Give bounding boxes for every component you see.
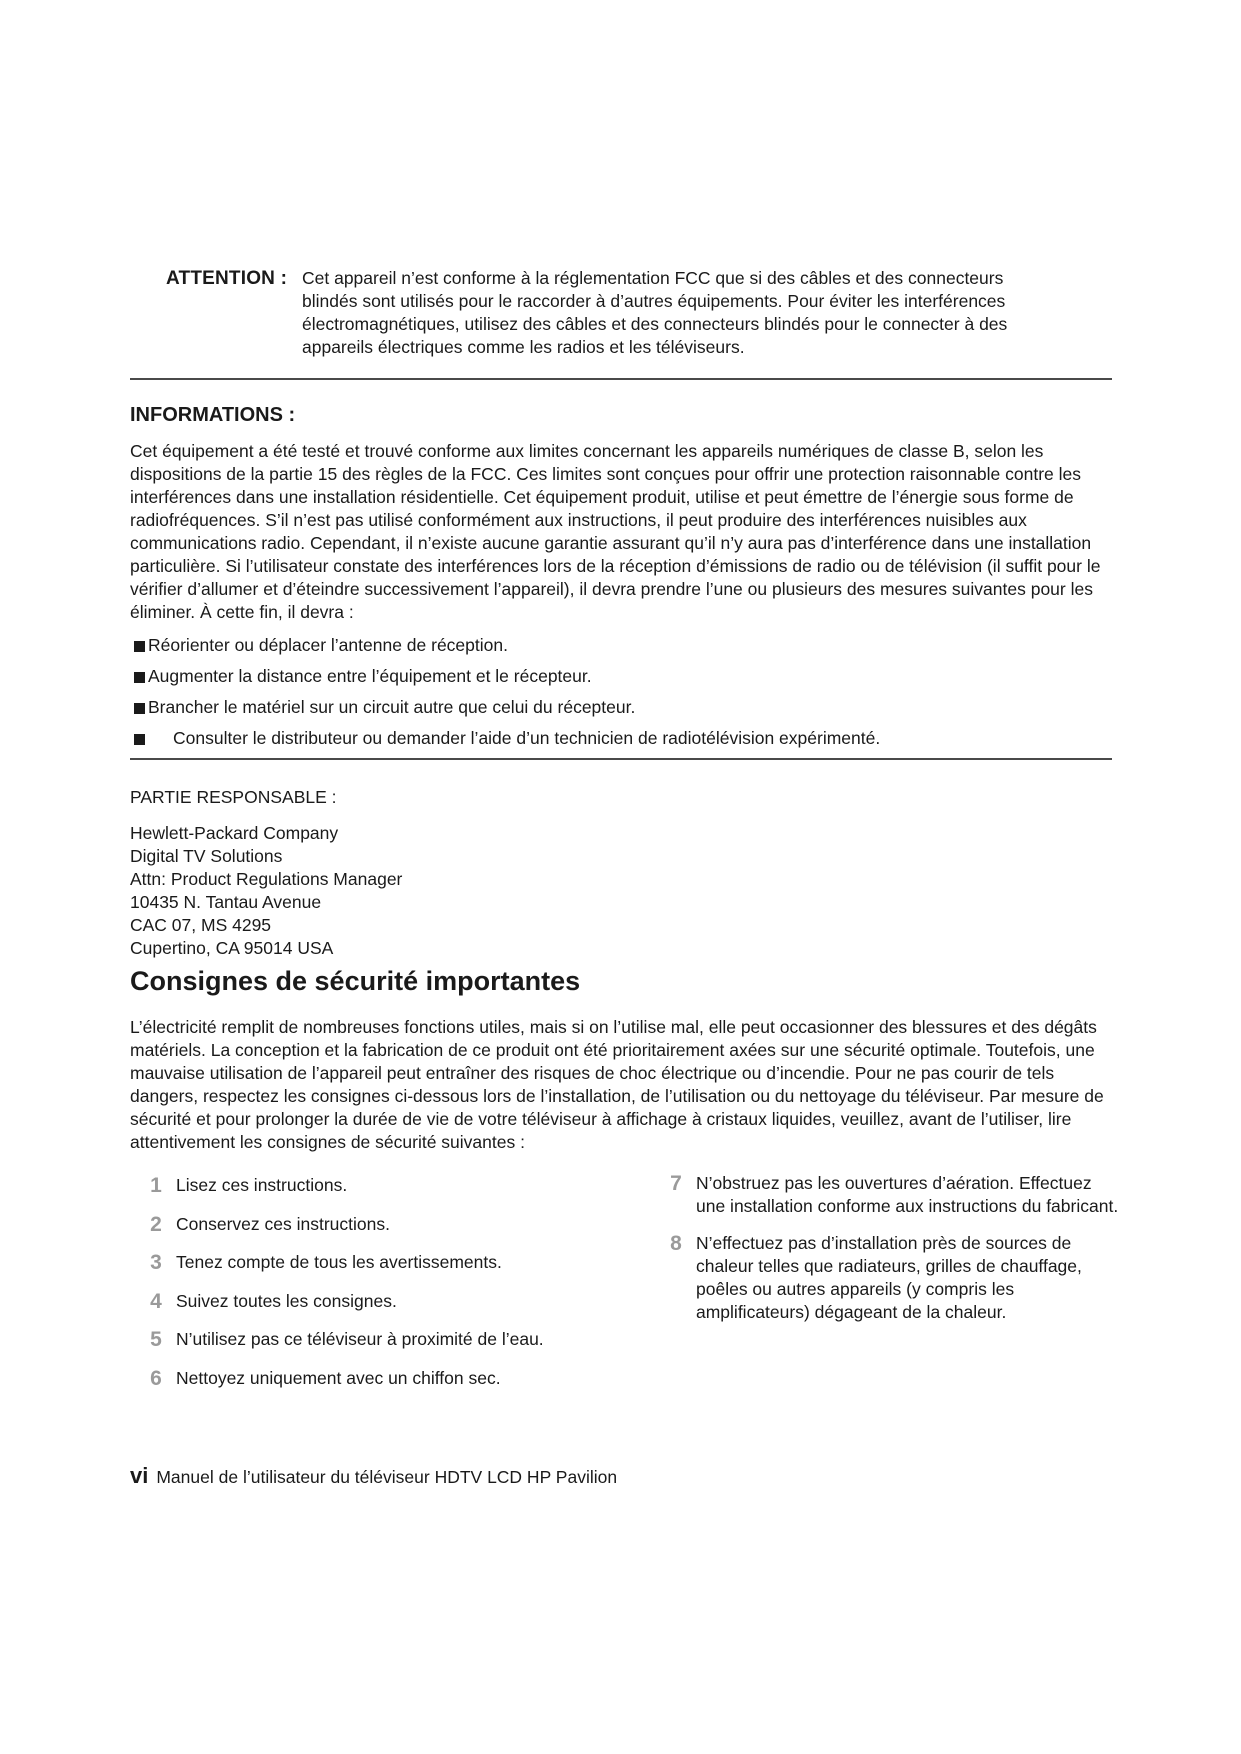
item-number: 1	[150, 1174, 162, 1197]
divider	[130, 758, 1112, 760]
item-text: Suivez toutes les consignes.	[176, 1290, 397, 1311]
page-number: vi	[130, 1463, 149, 1488]
item-number: 8	[670, 1232, 682, 1255]
attention-label: ATTENTION :	[166, 268, 288, 289]
item-number: 6	[150, 1366, 162, 1390]
item-text: Nettoyez uniquement avec un chiffon sec.	[176, 1367, 501, 1388]
list-item	[134, 696, 1114, 727]
address-line: Digital TV Solutions	[130, 846, 283, 866]
numbered-item	[145, 1213, 615, 1252]
safety-list-left	[145, 1174, 615, 1405]
responsible-party-title: PARTIE RESPONSABLE :	[130, 787, 337, 807]
item-number: 5	[150, 1328, 162, 1351]
divider	[130, 378, 1112, 380]
square-bullet-icon	[134, 734, 145, 745]
numbered-item	[145, 1251, 615, 1290]
address-line: Hewlett-Packard Company	[130, 823, 339, 843]
list-item	[134, 665, 1114, 696]
square-bullet-icon	[134, 641, 145, 652]
numbered-item	[145, 1328, 615, 1367]
square-bullet-icon	[134, 672, 145, 683]
page-footer	[130, 1463, 617, 1489]
list-item	[134, 634, 1114, 665]
address-line: Attn: Product Regulations Manager	[130, 869, 403, 889]
list-item-text: Réorienter ou déplacer l’antenne de réception.	[148, 635, 508, 655]
item-number: 7	[670, 1172, 682, 1195]
footer-title: Manuel de l’utilisateur du téléviseur HDTV LCD HP Pavilion	[156, 1467, 618, 1487]
numbered-item	[145, 1367, 615, 1406]
item-text: N’effectuez pas d’installation près de sources de chaleur telles que radiateurs, grilles de chauffage, poêles ou autres appareils (y compris les amplificateurs) dégageant de la chaleur.	[696, 1233, 1082, 1322]
safety-intro-text: L’électricité remplit de nombreuses fonctions utiles, mais si on l’utilise mal, elle peut occasionner des blessures et des dégâts matériels. La conception et la fabrication de ce produit ont été prioritairement axées sur une sécurité optimale. Toutefois, une mauvaise utilisation de l’appareil peut entraîner des risques de choc électrique ou d’incendie. Pour ne pas courir de tels dangers, respectez les consignes ci-dessous lors de l’installation, de l’utilisation ou du nettoyage du téléviseur. Par mesure de sécurité et pour prolonger la durée de vie de votre téléviseur à affichage à cristaux liquides, veuillez, avant de l’utiliser, lire attentivement les consignes de sécurité suivantes :	[130, 1017, 1104, 1152]
square-bullet-icon	[134, 703, 145, 714]
safety-list-right	[665, 1172, 1120, 1338]
address-line: CAC 07, MS 4295	[130, 915, 272, 935]
numbered-item	[665, 1232, 1120, 1324]
informations-text: Cet équipement a été testé et trouvé conforme aux limites concernant les appareils numériques de classe B, selon les dispositions de la partie 15 des règles de la FCC. Ces limites sont conçues pour offrir une protection raisonnable contre les interférences dans une installation résidentielle. Cet équipement produit, utilise et peut émettre de l’énergie sous forme de radiofréquences. S’il n’est pas utilisé conformément aux instructions, il peut produire des interférences nuisibles aux communications radio. Cependant, il n’existe aucune garantie assurant qu’il n’y aura pas d’interférence dans une installation particulière. Si l’utilisateur constate des interférences lors de la réception d’émissions de radio ou de télévision (il suffit pour le vérifier d’allumer et d’éteindre successivement l’appareil), il devra prendre l’une ou plusieurs des mesures suivantes pour les éliminer. À cette fin, il devra :	[130, 441, 1101, 622]
list-item-text: Augmenter la distance entre l’équipement et le récepteur.	[148, 666, 592, 686]
item-text: Tenez compte de tous les avertissements.	[176, 1252, 502, 1272]
address-line: Cupertino, CA 95014 USA	[130, 938, 334, 958]
numbered-item	[145, 1174, 615, 1213]
numbered-item	[145, 1290, 615, 1329]
list-item	[134, 727, 1114, 758]
item-number: 2	[150, 1212, 162, 1236]
address-line: 10435 N. Tantau Avenue	[130, 892, 322, 912]
item-text: Lisez ces instructions.	[176, 1175, 348, 1195]
list-item-text: Brancher le matériel sur un circuit autre que celui du récepteur.	[148, 697, 636, 717]
informations-title: INFORMATIONS :	[130, 404, 296, 426]
numbered-item	[665, 1172, 1120, 1218]
item-text: Conservez ces instructions.	[176, 1213, 390, 1234]
item-text: N’obstruez pas les ouvertures d’aération. Effectuez une installation conforme aux instructions du fabricant.	[696, 1173, 1119, 1216]
item-number: 3	[150, 1251, 162, 1274]
list-item-text: Consulter le distributeur ou demander l’aide d’un technicien de radiotélévision expérimenté.	[173, 728, 881, 748]
safety-section-title: Consignes de sécurité importantes	[130, 966, 581, 996]
attention-text: Cet appareil n’est conforme à la réglementation FCC que si des câbles et des connecteurs blindés sont utilisés pour le raccorder à d’autres équipements. Pour éviter les interférences électromagnétiques, utilisez des câbles et des connecteurs blindés pour le connecter à des appareils électriques comme les radios et les téléviseurs.	[302, 268, 1008, 357]
item-text: N’utilisez pas ce téléviseur à proximité de l’eau.	[176, 1329, 544, 1349]
item-number: 4	[150, 1289, 162, 1313]
interference-measures-list	[134, 634, 1114, 758]
responsible-address	[130, 822, 402, 960]
